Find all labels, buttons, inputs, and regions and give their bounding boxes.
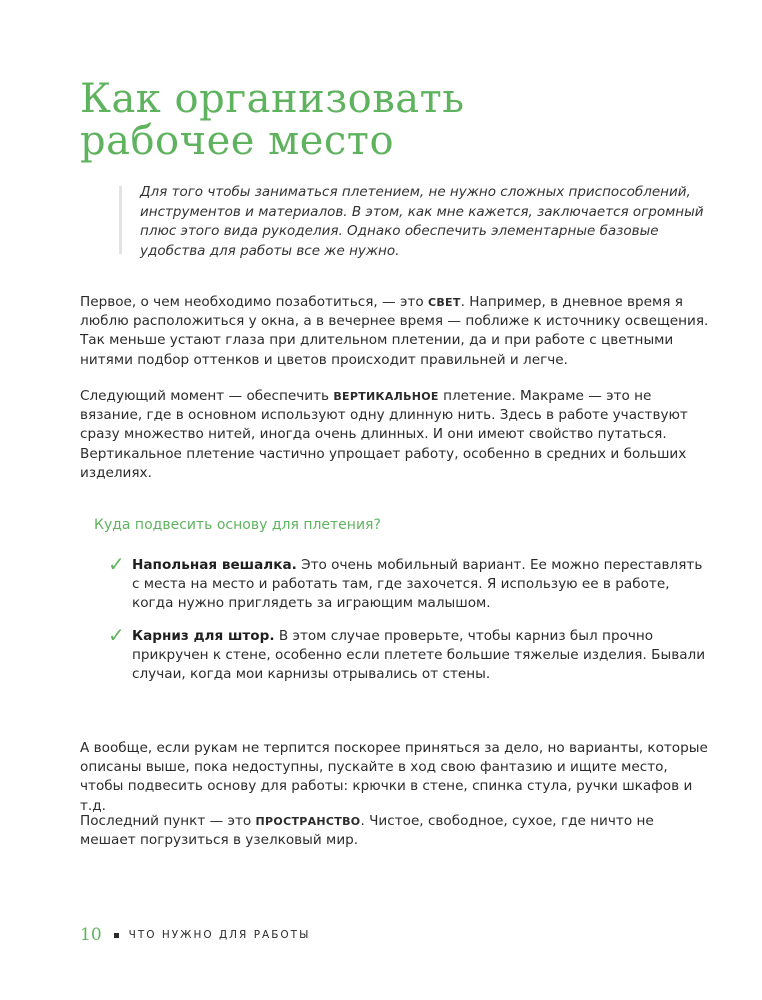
keyword-light: СВЕТ	[427, 296, 461, 309]
paragraph-light-before: Первое, о чем необходимо позаботиться, — это	[80, 294, 428, 310]
list-item	[108, 623, 708, 685]
paragraph-vertical	[80, 387, 710, 483]
list-item-text	[132, 556, 708, 614]
paragraph-improvise: А вообще, если рукам не терпится поскорее приняться за дело, но варианты, которые описаны выше, пока недоступны, пускайте в ход свою фантазию и ищите место, чтобы подвесить основу для работы: крючки в стене, спинка стула, ручки шкафов и т.д.	[80, 740, 708, 814]
list-item-body: В этом случае проверьте, чтобы карниз был прочно прикручен к стене, особенно если плетете большие тяжелые изделия. Бывали случаи, когда мои карнизы отрывались от стены.	[132, 628, 706, 683]
square-bullet-icon	[114, 933, 119, 938]
checkmark-icon: ✓	[108, 552, 125, 576]
lead-quote-bar	[119, 186, 122, 254]
paragraph-vertical-before: Следующий момент — обеспечить	[80, 388, 334, 404]
lead-paragraph: Для того чтобы заниматься плетением, не нужно сложных приспособлений, инструментов и материалов. В этом, как мне кажется, заключается огромный плюс этого вида рукоделия. Однако обеспечить элементарные базовые удобства для работы все же нужно.	[140, 184, 704, 259]
page-title-line-1: Как организовать	[80, 76, 465, 122]
paragraph-space	[80, 812, 710, 850]
paragraph-space-after: . Чистое, свободное, сухое, где ничто не мешает погрузиться в узелковый мир.	[80, 813, 654, 849]
list-item-term: Напольная вешалка.	[132, 557, 297, 573]
checkmark-icon: ✓	[108, 623, 125, 647]
list-item-term: Карниз для штор.	[132, 628, 275, 644]
keyword-vertical: ВЕРТИКАЛЬНОЕ	[333, 390, 439, 403]
page-title	[80, 78, 465, 162]
paragraph-light-after: . Например, в дневное время я люблю расположиться у окна, а в вечернее время — поближе к источнику освещения. Так меньше устают глаза при длительном плетении, да и при работе с цветными нитями подбор оттенков и цветов происходит правильней и легче.	[80, 294, 709, 368]
keyword-space: ПРОСТРАНСТВО	[255, 815, 361, 828]
section-name: ЧТО НУЖНО ДЛЯ РАБОТЫ	[128, 929, 311, 941]
page-footer	[80, 925, 310, 945]
paragraph-vertical-after: плетение. Макраме — это не вязание, где в основном используют одну длинную нить. Здесь в работе участвуют сразу множество нитей, иногда очень длинных. И они имеют свойство путаться. Вертикальное плетение частично упрощает работу, особенно в средних и больших изделиях.	[80, 388, 688, 481]
list-item	[108, 552, 708, 614]
page-title-line-2: рабочее место	[80, 118, 395, 164]
paragraph-space-before: Последний пункт — это	[80, 813, 256, 829]
subheading: Куда подвесить основу для плетения?	[94, 517, 381, 533]
paragraph-light	[80, 293, 710, 370]
page-number: 10	[80, 925, 102, 945]
list-item-text	[132, 627, 708, 685]
list-item-body: Это очень мобильный вариант. Ее можно переставлять с места на место и работать там, где захочется. Я использую ее в работе, когда нужно приглядеть за играющим малышом.	[132, 557, 703, 612]
